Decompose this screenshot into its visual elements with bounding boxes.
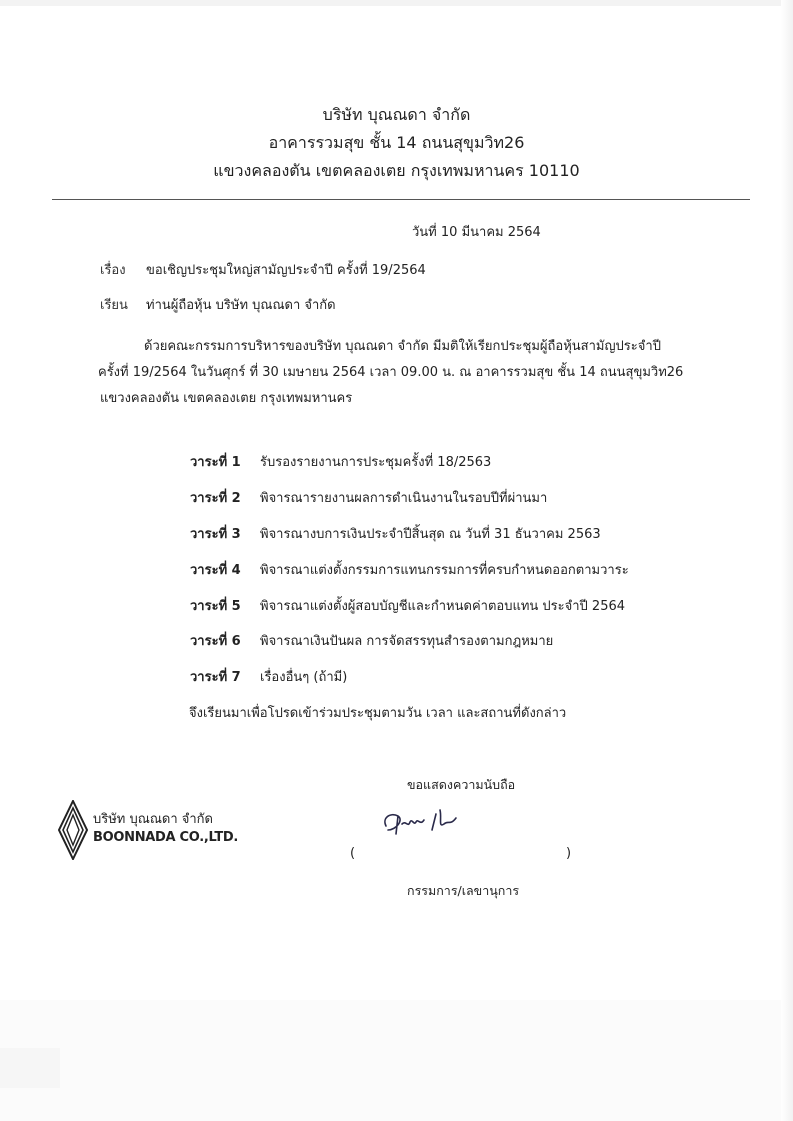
scan-artifact	[0, 1048, 60, 1088]
closing-line: จึงเรียนมาเพื่อโปรดเข้าร่วมประชุมตามวัน เวลา และสถานที่ดังกล่าว	[189, 706, 567, 721]
signer-title: กรรมการ/เลขานุการ	[407, 883, 520, 898]
handwritten-signature	[380, 800, 490, 840]
signer-name-close-paren: )	[566, 846, 572, 861]
letterhead-address-1: อาคารรวมสุข ชั้น 14 ถนนสุขุมวิท26	[268, 133, 525, 152]
body-line-3: แขวงคลองตัน เขตคลองเตย กรุงเทพมหานคร	[100, 391, 353, 406]
body-line-1: ด้วยคณะกรรมการบริหารของบริษัท บุณณดา จำกัด มีมติให้เรียกประชุมผู้ถือหุ้นสามัญประจำปี	[144, 339, 661, 354]
company-logo-icon	[58, 800, 88, 860]
agenda-number: วาระที่ 1	[190, 455, 241, 470]
letterhead-address-2: แขวงคลองตัน เขตคลองเตย กรุงเทพมหานคร 10110	[213, 161, 580, 180]
letter-date: วันที่ 10 มีนาคม 2564	[412, 225, 541, 240]
agenda-text: พิจารณางบการเงินประจำปีสิ้นสุด ณ วันที่ 31 ธันวาคม 2563	[260, 527, 601, 542]
agenda-text: เรื่องอื่นๆ (ถ้ามี)	[260, 670, 348, 685]
agenda-text: รับรองรายงานการประชุมครั้งที่ 18/2563	[260, 455, 492, 470]
subject-label: เรื่อง	[100, 263, 126, 278]
agenda-number: วาระที่ 7	[190, 670, 241, 685]
agenda-number: วาระที่ 3	[190, 527, 241, 542]
stamp-company-name-en: BOONNADA CO.,LTD.	[93, 830, 239, 845]
agenda-text: พิจารณาแต่งตั้งกรรมการแทนกรรมการที่ครบกำหนดออกตามวาระ	[260, 563, 629, 578]
recipient-text: ท่านผู้ถือหุ้น บริษัท บุณณดา จำกัด	[146, 298, 336, 313]
agenda-text: พิจารณาเงินปันผล การจัดสรรทุนสำรองตามกฎหมาย	[260, 634, 554, 649]
agenda-number: วาระที่ 6	[190, 634, 241, 649]
signer-name-open-paren: (	[350, 846, 356, 861]
regards-text: ขอแสดงความนับถือ	[407, 777, 516, 792]
agenda-number: วาระที่ 2	[190, 491, 241, 506]
body-paragraph	[100, 334, 690, 412]
subject-text: ขอเชิญประชุมใหญ่สามัญประจำปี ครั้งที่ 19/2564	[146, 263, 426, 278]
header-divider	[52, 199, 750, 200]
agenda-text: พิจารณารายงานผลการดำเนินงานในรอบปีที่ผ่านมา	[260, 491, 548, 506]
recipient-label: เรียน	[100, 298, 128, 313]
stamp-company-name-th: บริษัท บุณณดา จำกัด	[93, 812, 213, 827]
body-line-2: ครั้งที่ 19/2564 ในวันศุกร์ ที่ 30 เมษายน 2564 เวลา 09.00 น. ณ อาคารรวมสุข ชั้น 14 ถนนสุขุมวิท26	[98, 365, 684, 380]
agenda-number: วาระที่ 5	[190, 599, 241, 614]
letterhead-company: บริษัท บุณณดา จำกัด	[322, 105, 471, 124]
agenda-text: พิจารณาแต่งตั้งผู้สอบบัญชีและกำหนดค่าตอบแทน ประจำปี 2564	[260, 599, 626, 614]
scan-bottom-area	[0, 1000, 793, 1121]
agenda-number: วาระที่ 4	[190, 563, 241, 578]
